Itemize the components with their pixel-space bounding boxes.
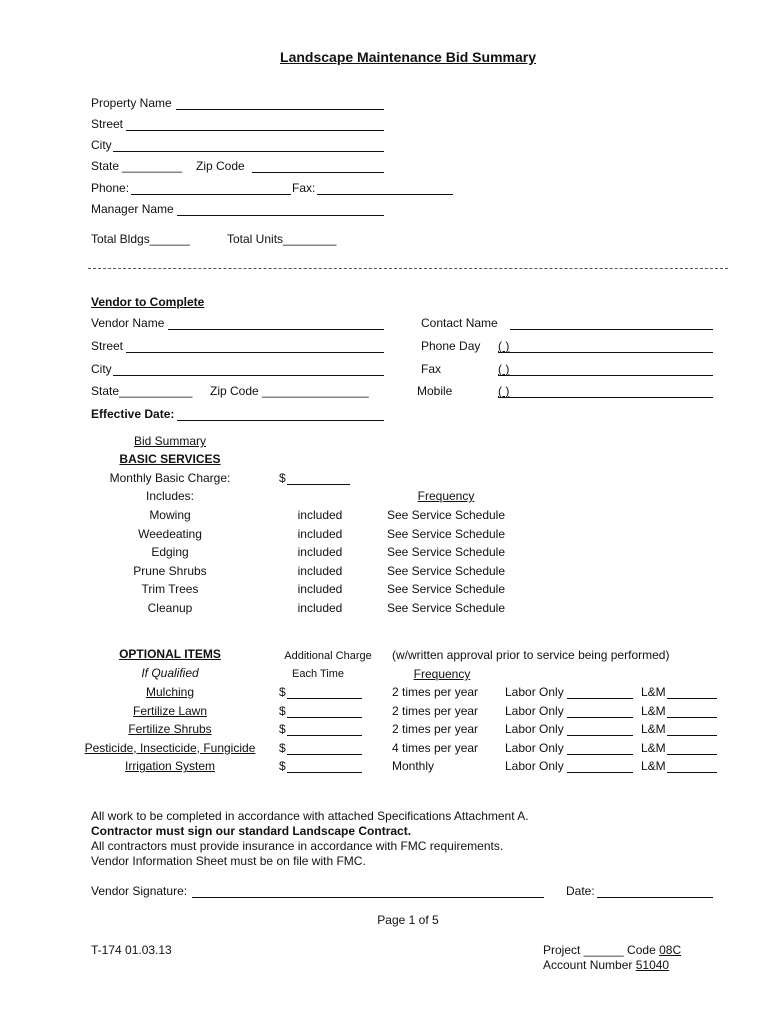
note-vendor-info: Vendor Information Sheet must be on file with FMC. xyxy=(91,854,366,868)
optional-item-frequency: Monthly xyxy=(392,759,435,774)
labor-only-label: Labor Only xyxy=(505,722,564,737)
monthly-basic-charge-label: Monthly Basic Charge: xyxy=(109,471,231,485)
basic-service-status: included xyxy=(297,526,343,541)
section-divider xyxy=(88,268,728,269)
vendor-zip-field[interactable]: Zip Code ________________ xyxy=(210,384,369,398)
vendor-signature-field[interactable] xyxy=(192,897,544,898)
property-fax-field[interactable] xyxy=(317,194,453,195)
optional-item-frequency: 4 times per year xyxy=(392,740,479,755)
optional-item-name: Fertilize Shrubs xyxy=(128,722,212,737)
approval-note: (w/written approval prior to service being performed) xyxy=(392,648,670,662)
property-state-field[interactable]: _________ xyxy=(122,159,183,173)
note-specifications: All work to be completed in accordance with attached Specifications Attachment A. xyxy=(91,809,529,823)
basic-service-status: included xyxy=(297,563,343,578)
vendor-street-label: Street xyxy=(91,339,124,353)
lm-field[interactable] xyxy=(667,717,717,718)
optional-charge-field[interactable] xyxy=(287,754,362,755)
basic-service-name: Edging xyxy=(151,545,189,559)
lm-field[interactable] xyxy=(667,735,717,736)
dollar-sign: $ xyxy=(279,471,286,485)
basic-service-status: included xyxy=(297,508,343,522)
phone-day-label: Phone Day xyxy=(421,339,481,353)
optional-item-name: Pesticide, Insecticide, Fungicide xyxy=(84,740,256,755)
lm-field[interactable] xyxy=(667,772,717,773)
total-bldgs-field[interactable]: Total Bldgs______ xyxy=(91,232,190,246)
phone-day-area-code: ( ) xyxy=(498,339,510,353)
property-state-label: State xyxy=(91,159,120,173)
manager-name-field[interactable] xyxy=(177,215,384,216)
basic-service-frequency: See Service Schedule xyxy=(386,526,506,541)
labor-only-label: Labor Only xyxy=(505,759,564,774)
basic-service-frequency: See Service Schedule xyxy=(386,582,506,596)
basic-service-name: Trim Trees xyxy=(141,582,199,596)
basic-service-status: included xyxy=(297,545,343,559)
bid-summary-heading: Bid Summary xyxy=(133,434,207,448)
lm-label: L&M xyxy=(641,685,666,699)
mobile-field[interactable] xyxy=(498,397,713,398)
labor-only-field[interactable] xyxy=(567,772,633,773)
property-street-field[interactable] xyxy=(126,130,384,131)
vendor-city-label: City xyxy=(91,362,112,376)
basic-services-heading: BASIC SERVICES xyxy=(119,452,221,466)
contact-name-field[interactable] xyxy=(510,329,713,330)
vendor-state-field[interactable]: State___________ xyxy=(91,384,193,398)
lm-label: L&M xyxy=(641,740,666,755)
property-phone-label: Phone: xyxy=(91,181,130,195)
basic-service-status: included xyxy=(297,600,343,615)
labor-only-field[interactable] xyxy=(567,754,633,755)
optional-item-frequency: 2 times per year xyxy=(392,703,479,718)
property-fax-label: Fax: xyxy=(292,181,316,195)
project-code xyxy=(543,943,681,957)
monthly-basic-charge-field[interactable] xyxy=(287,484,350,485)
optional-charge-field[interactable] xyxy=(287,698,362,699)
optional-item-frequency: 2 times per year xyxy=(392,722,479,737)
vendor-name-field[interactable] xyxy=(168,329,384,330)
lm-label: L&M xyxy=(641,722,666,737)
note-contract: Contractor must sign our standard Landscape Contract. xyxy=(91,824,412,838)
basic-service-frequency: See Service Schedule xyxy=(386,545,506,559)
basic-service-name: Weedeating xyxy=(138,526,202,541)
property-zip-field[interactable] xyxy=(252,172,384,173)
code-value: 08C xyxy=(659,943,682,957)
lm-field[interactable] xyxy=(667,698,717,699)
project-label: Project ______ Code xyxy=(543,943,656,957)
each-time-heading: Each Time xyxy=(292,668,344,680)
vendor-city-field[interactable] xyxy=(113,375,384,376)
optional-dollar-sign: $ xyxy=(279,685,286,699)
if-qualified-label: If Qualified xyxy=(141,666,199,680)
labor-only-field[interactable] xyxy=(567,717,633,718)
optional-frequency-heading: Frequency xyxy=(413,667,471,681)
labor-only-label: Labor Only xyxy=(505,685,564,699)
lm-field[interactable] xyxy=(667,754,717,755)
manager-name-label: Manager Name xyxy=(91,202,174,216)
effective-date-field[interactable] xyxy=(177,420,384,421)
additional-charge-heading: Additional Charge xyxy=(284,650,372,662)
basic-service-frequency: See Service Schedule xyxy=(386,508,506,522)
labor-only-field[interactable] xyxy=(567,735,633,736)
property-phone-field[interactable] xyxy=(131,194,291,195)
vendor-street-field[interactable] xyxy=(126,352,384,353)
account-number xyxy=(543,958,669,972)
property-name-label: Property Name xyxy=(91,96,172,110)
account-number-value: 51040 xyxy=(635,958,670,972)
property-zip-label: Zip Code xyxy=(196,159,245,173)
lm-label: L&M xyxy=(641,759,666,774)
total-units-field[interactable]: Total Units________ xyxy=(227,232,337,246)
labor-only-field[interactable] xyxy=(567,698,633,699)
frequency-heading: Frequency xyxy=(417,489,475,503)
basic-service-name: Mowing xyxy=(149,508,191,522)
optional-item-name: Irrigation System xyxy=(124,759,216,774)
optional-item-frequency: 2 times per year xyxy=(392,685,479,699)
mobile-label: Mobile xyxy=(417,384,453,398)
vendor-signature-label: Vendor Signature: xyxy=(91,884,188,898)
effective-date-label: Effective Date: xyxy=(91,407,175,421)
property-city-label: City xyxy=(91,138,112,152)
date-label: Date: xyxy=(566,884,595,898)
date-field[interactable] xyxy=(597,897,713,898)
fax-field[interactable] xyxy=(498,375,713,376)
note-insurance: All contractors must provide insurance in accordance with FMC requirements. xyxy=(91,839,504,853)
optional-items-heading: OPTIONAL ITEMS xyxy=(119,647,221,661)
property-street-label: Street xyxy=(91,117,124,131)
basic-service-frequency: See Service Schedule xyxy=(386,600,506,615)
basic-service-name: Prune Shrubs xyxy=(133,563,207,578)
optional-charge-field[interactable] xyxy=(287,717,362,718)
optional-dollar-sign: $ xyxy=(279,703,286,718)
page-title: Landscape Maintenance Bid Summary xyxy=(280,49,536,65)
optional-dollar-sign: $ xyxy=(279,759,286,774)
property-city-field[interactable] xyxy=(113,151,384,152)
mobile-area-code: ( ) xyxy=(498,384,510,398)
account-number-label: Account Number xyxy=(543,958,633,972)
vendor-name-label: Vendor Name xyxy=(91,316,165,330)
fax-label: Fax xyxy=(421,362,442,376)
optional-item-name: Fertilize Lawn xyxy=(132,703,208,718)
optional-dollar-sign: $ xyxy=(279,740,286,755)
lm-label: L&M xyxy=(641,703,666,718)
basic-service-status: included xyxy=(297,582,343,596)
property-name-field[interactable] xyxy=(176,109,384,110)
fax-area-code: ( ) xyxy=(498,362,510,376)
labor-only-label: Labor Only xyxy=(505,740,564,755)
form-code: T-174 01.03.13 xyxy=(91,943,172,957)
optional-dollar-sign: $ xyxy=(279,722,286,737)
basic-service-frequency: See Service Schedule xyxy=(386,563,506,578)
optional-charge-field[interactable] xyxy=(287,735,362,736)
optional-item-name: Mulching xyxy=(145,685,195,699)
vendor-heading: Vendor to Complete xyxy=(91,295,205,309)
contact-name-label: Contact Name xyxy=(421,316,498,330)
labor-only-label: Labor Only xyxy=(505,703,564,718)
page-number: Page 1 of 5 xyxy=(377,913,439,927)
optional-charge-field[interactable] xyxy=(287,772,362,773)
phone-day-field[interactable] xyxy=(498,352,713,353)
basic-service-name: Cleanup xyxy=(147,600,193,615)
includes-label: Includes: xyxy=(145,489,195,503)
